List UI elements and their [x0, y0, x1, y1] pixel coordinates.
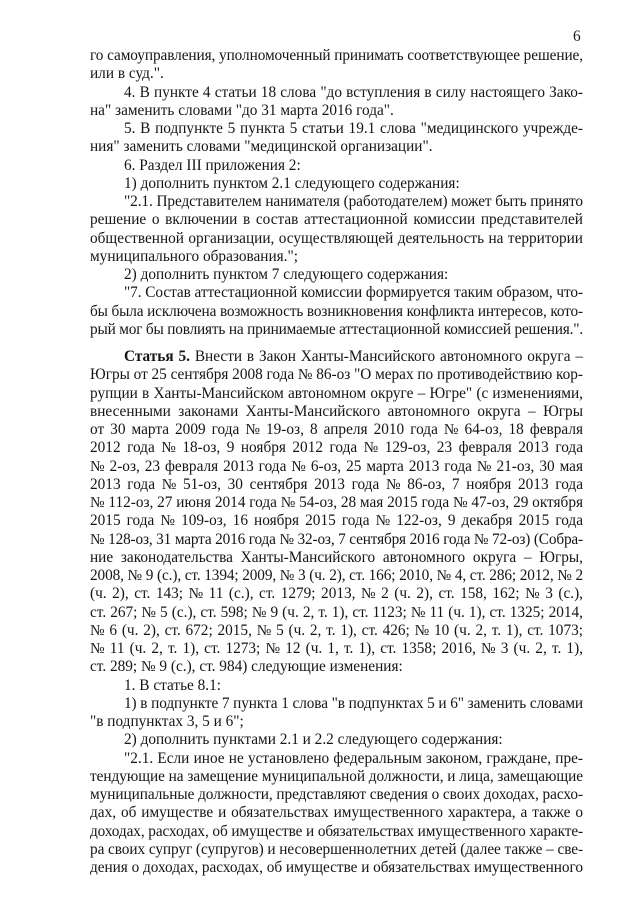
- text-line: дения о доходах, расходах, об имуществе и обязательствах имущественного: [90, 859, 583, 876]
- text-line: тендующие на замещение муниципальной должности, и лица, замещающие: [90, 767, 583, 785]
- text-line: "в подпунктах 3, 5 и 6";: [90, 713, 244, 730]
- text-line: на" заменить словами "до 31 марта 2016 года".: [90, 101, 394, 119]
- text-line: ст. 289; № 9 (с.), ст. 984) следующие изменения:: [90, 658, 403, 676]
- paragraph-article-5: [90, 348, 583, 677]
- text-line: "2.1. Если иное не установлено федеральным законом, граждане, пре-: [124, 749, 583, 767]
- text-line: 1) в подпункте 7 пункта 1 слова "в подпунктах 5 и 6" заменить словами: [124, 694, 583, 712]
- page-number: 6: [573, 28, 581, 45]
- paragraph-subitem-2: [90, 266, 583, 284]
- article-lead-text: Внести в Закон Ханты-Мансийского автономного округа –: [194, 348, 583, 365]
- text-line: муниципальные должности, представляют сведения о своих доходах, расхо-: [90, 786, 583, 803]
- text-line: "7. Состав аттестационной комиссии формируется таким образом, что-: [124, 284, 583, 302]
- paragraph-article-subitem-2: [90, 731, 583, 749]
- text-line: рупции в Ханты-Мансийском автономном округе – Югре" (с изменениями,: [90, 384, 583, 402]
- text-line: 2012 года № 18-оз, 9 ноября 2012 года № 129-оз, 23 февраля 2013 года: [90, 439, 583, 457]
- text-line: дах, об имуществе и обязательствах имущественного характера, а также о: [90, 804, 583, 822]
- text-line: ния" заменить словами "медицинской организации".: [90, 138, 433, 156]
- paragraph-item-6: [90, 157, 583, 175]
- paragraph-article-item-1: [90, 677, 583, 695]
- paragraph-subitem-1: [90, 175, 583, 193]
- text-line: 4. В пункте 4 статьи 18 слова "до вступления в силу настоящего Зако-: [124, 83, 583, 101]
- paragraph-item-4: [90, 84, 583, 121]
- text-line: 2015 года № 109-оз, 16 ноября 2015 года № 122-оз, 9 декабря 2015 года: [90, 512, 583, 530]
- text-line: 2) дополнить пунктами 2.1 и 2.2 следующего содержания:: [124, 731, 503, 749]
- text-line: рый мог бы повлиять на принимаемые аттестационной комиссией решения.".: [90, 320, 583, 338]
- paragraph-quote-article-2-1: [90, 750, 583, 878]
- text-line: 6. Раздел III приложения 2:: [124, 156, 301, 174]
- text-line: общественной организации, осуществляющей деятельность на территории: [90, 229, 583, 247]
- text-line: или в суд.".: [90, 65, 164, 83]
- text-line: ст. 267; № 5 (с.), ст. 598; № 9 (ч. 2, т. 1), ст. 1123; № 11 (ч. 1), ст. 1325; 2014,: [90, 603, 583, 621]
- text-line: внесенными законами Ханты-Мансийского автономного округа – Югры: [90, 402, 583, 420]
- paragraph-continuation: [90, 47, 583, 84]
- text-line: № 2-оз, 23 февраля 2013 года № 6-оз, 25 марта 2013 года № 21-оз, 30 мая: [90, 457, 583, 475]
- text-line: ние законодательства Ханты-Мансийского автономного округа – Югры,: [90, 548, 583, 566]
- text-line: 2) дополнить пунктом 7 следующего содержания:: [124, 266, 449, 283]
- text-line: [90, 348, 583, 366]
- text-line: муниципального образования.";: [90, 247, 299, 265]
- article-heading: Статья 5.: [124, 348, 190, 365]
- paragraph-article-subitem-1: [90, 695, 583, 732]
- text-line: № 6 (ч. 2), ст. 672; 2015, № 5 (ч. 2, т. 1), ст. 426; № 10 (ч. 2, т. 1), ст. 1073;: [90, 621, 583, 639]
- paragraph-item-5: [90, 120, 583, 157]
- document-body: [90, 47, 583, 877]
- paragraph-quote-7: [90, 284, 583, 339]
- text-line: (ч. 2), ст. 143; № 11 (с.), ст. 1279; 2013, № 2 (ч. 2), ст. 158, 162; № 3 (с.),: [90, 585, 583, 603]
- text-line: № 112-оз, 27 июня 2014 года № 54-оз, 28 мая 2015 года № 47-оз, 29 октября: [90, 494, 583, 511]
- text-line: 1. В статье 8.1:: [124, 676, 222, 694]
- text-line: 2008, № 9 (с.), ст. 1394; 2009, № 3 (ч. 2), ст. 166; 2010, № 4, ст. 286; 2012, № 2: [90, 567, 583, 584]
- text-line: ра своих супруг (супругов) и несовершеннолетних детей (далее также – све-: [90, 840, 583, 858]
- text-line: "2.1. Представителем нанимателя (работодателем) может быть принято: [124, 193, 583, 210]
- text-line: 1) дополнить пунктом 2.1 следующего содержания:: [124, 174, 460, 192]
- paragraph-quote-2-1: [90, 193, 583, 266]
- text-line: от 30 марта 2009 года № 19-оз, 8 апреля 2010 года № 64-оз, 18 февраля: [90, 421, 583, 438]
- text-line: № 11 (ч. 2, т. 1), ст. 1273; № 12 (ч. 1, т. 1), ст. 1358; 2016, № 3 (ч. 2, т. 1),: [90, 640, 583, 657]
- text-line: Югры от 25 сентября 2008 года № 86-оз "О мерах по противодействию кор-: [90, 366, 583, 384]
- text-line: бы была исключена возможность возникновения конфликта интересов, кото-: [90, 302, 583, 320]
- text-line: го самоуправления, уполномоченный принимать соответствующее решение,: [90, 47, 583, 64]
- text-line: решение о включении в состав аттестационной комиссии представителей: [90, 211, 583, 229]
- text-line: 5. В подпункте 5 пункта 5 статьи 19.1 слова "медицинского учрежде-: [124, 120, 583, 137]
- text-line: 2013 года № 51-оз, 30 сентября 2013 года № 86-оз, 7 ноября 2013 года: [90, 475, 583, 493]
- text-line: доходах, расходах, об имуществе и обязательствах имущественного характе-: [90, 822, 583, 840]
- text-line: № 128-оз, 31 марта 2016 года № 32-оз, 7 сентября 2016 года № 72-оз) (Собра-: [90, 530, 583, 548]
